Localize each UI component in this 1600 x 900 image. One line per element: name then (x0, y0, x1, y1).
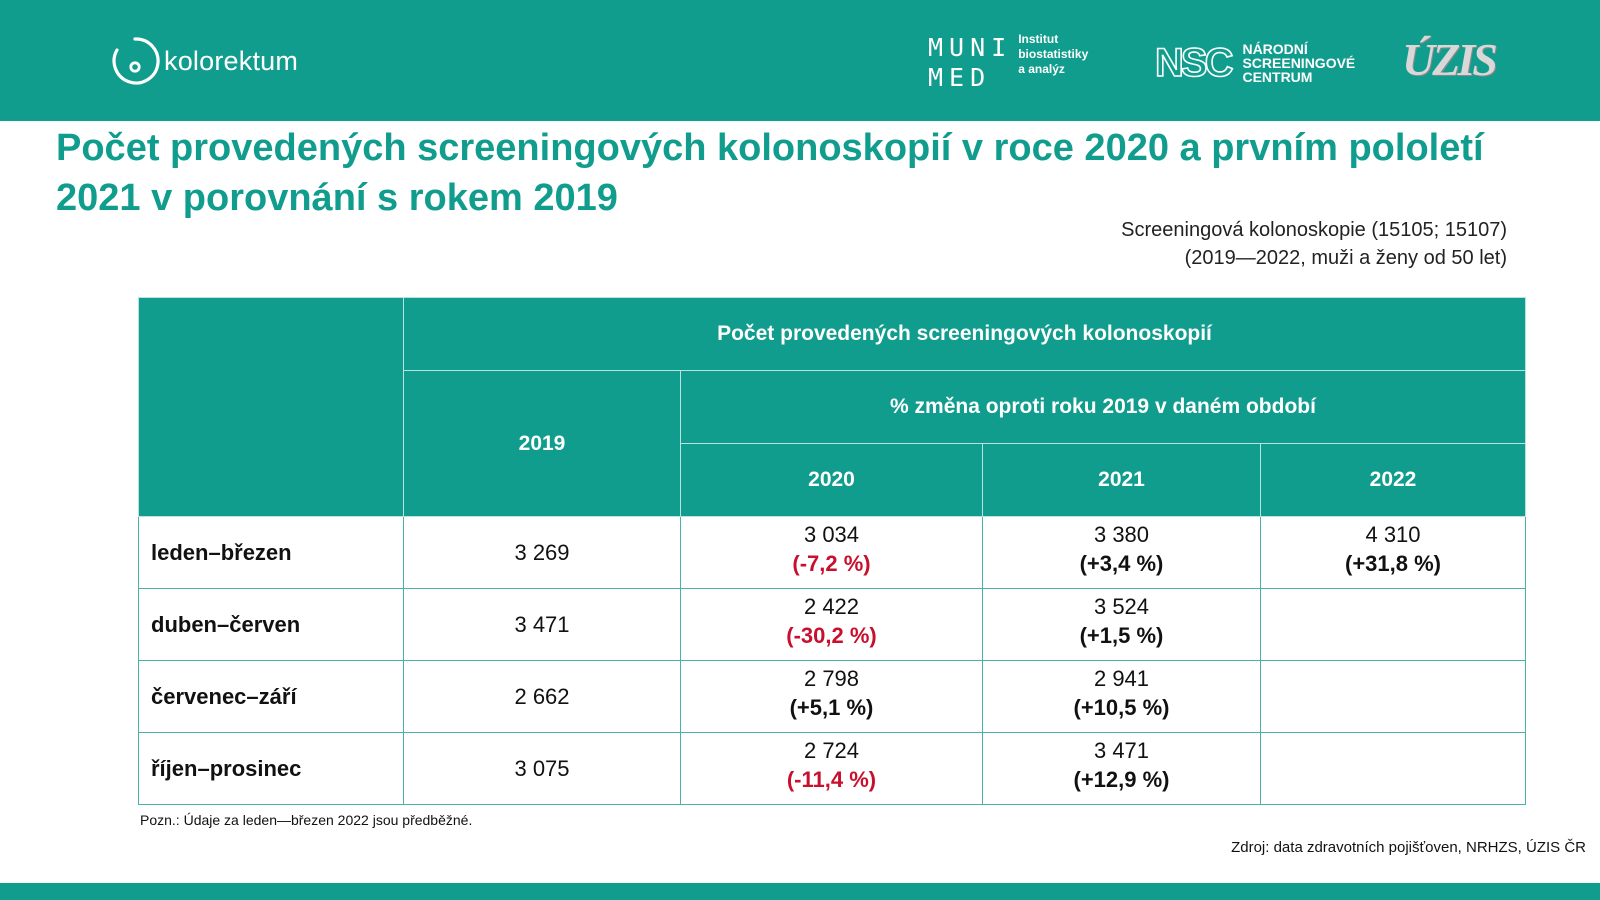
cell-change: (+12,9 %) (1073, 766, 1170, 792)
cell-value: 3 034 (803, 521, 860, 547)
kolorektum-logo (108, 32, 298, 90)
row-label: leden–březen (139, 517, 404, 589)
nsc-logo-sub1: NÁRODNÍ (1242, 41, 1308, 57)
value-2019: 3 075 (404, 733, 681, 805)
table-header-2019: 2019 (404, 371, 681, 517)
muni-logo-sub3: a analýz (1018, 62, 1065, 76)
cell-change: (-11,4 %) (786, 766, 877, 792)
cell-2020 (681, 661, 983, 733)
table-corner-header (139, 298, 404, 517)
uzis-logo: ÚZIS (1402, 34, 1495, 85)
value-2019: 3 269 (404, 517, 681, 589)
slide-title: Počet provedených screeningových kolonoskopií v roce 2020 a prvním pololetí 2021 v porovnání s rokem 2019 (56, 127, 1484, 219)
nsc-logo (1155, 42, 1355, 84)
kolorektum-logo-text: kolorektum (164, 45, 299, 76)
kolorektum-logo-icon (108, 33, 162, 89)
row-label: červenec–září (139, 661, 404, 733)
cell-value: 2 422 (803, 593, 860, 619)
row-label: říjen–prosinec (139, 733, 404, 805)
cell-value: 2 724 (803, 737, 860, 763)
muni-logo-line2: MED (928, 63, 992, 92)
row-label: duben–červen (139, 589, 404, 661)
cell-change: (+10,5 %) (1073, 694, 1170, 720)
cell-value: 3 380 (1093, 521, 1150, 547)
subtitle (1121, 216, 1507, 272)
table-row (139, 733, 1526, 805)
colonoscopy-table (138, 297, 1526, 805)
cell-value: 3 524 (1093, 593, 1150, 619)
muni-logo-sub1: Institut (1018, 32, 1059, 46)
table-note: Pozn.: Údaje za leden—březen 2022 jsou předběžné. (140, 812, 473, 828)
cell-2021 (983, 589, 1261, 661)
nsc-logo-sub2: SCREENINGOVÉ (1242, 55, 1356, 71)
source-note: Zdroj: data zdravotních pojišťoven, NRHZS, ÚZIS ČR (1231, 839, 1586, 856)
cell-2022 (1261, 733, 1526, 805)
cell-change: (-30,2 %) (786, 622, 877, 648)
cell-value: 3 471 (1093, 737, 1150, 763)
muni-med-logo (928, 33, 1088, 93)
table-header-2020: 2020 (681, 444, 983, 517)
cell-2022 (1261, 517, 1526, 589)
nsc-logo-sub3: CENTRUM (1242, 69, 1313, 85)
table-main-header: Počet provedených screeningových kolonoskopií (404, 298, 1526, 371)
cell-2020 (681, 517, 983, 589)
cell-value: 4 310 (1365, 521, 1421, 547)
muni-logo-line1: MUNI (928, 33, 1013, 62)
cell-value: 2 798 (803, 665, 860, 691)
cell-2021 (983, 733, 1261, 805)
table-row (139, 517, 1526, 589)
cell-change: (-7,2 %) (792, 550, 871, 576)
subtitle-line2: (2019—2022, muži a ženy od 50 let) (1184, 247, 1507, 269)
value-2019: 2 662 (404, 661, 681, 733)
cell-2022 (1261, 661, 1526, 733)
cell-2022 (1261, 589, 1526, 661)
cell-2021 (983, 661, 1261, 733)
cell-change: (+1,5 %) (1079, 622, 1164, 648)
cell-change: (+31,8 %) (1345, 550, 1441, 576)
cell-2020 (681, 733, 983, 805)
cell-change: (+5,1 %) (789, 694, 874, 720)
cell-value: 2 941 (1093, 665, 1150, 691)
table-header-2021: 2021 (983, 444, 1261, 517)
subtitle-line1: Screeningová kolonoskopie (15105; 15107) (1121, 219, 1507, 241)
table-header-2022: 2022 (1261, 444, 1526, 517)
cell-2021 (983, 517, 1261, 589)
table-row (139, 661, 1526, 733)
footer-band (0, 883, 1600, 900)
cell-change: (+3,4 %) (1079, 550, 1164, 576)
muni-logo-sub2: biostatistiky (1018, 47, 1089, 61)
nsc-logo-mark: NSC (1155, 41, 1231, 85)
table-row (139, 589, 1526, 661)
value-2019: 3 471 (404, 589, 681, 661)
table-change-header: % změna oproti roku 2019 v daném období (681, 371, 1526, 444)
cell-2020 (681, 589, 983, 661)
